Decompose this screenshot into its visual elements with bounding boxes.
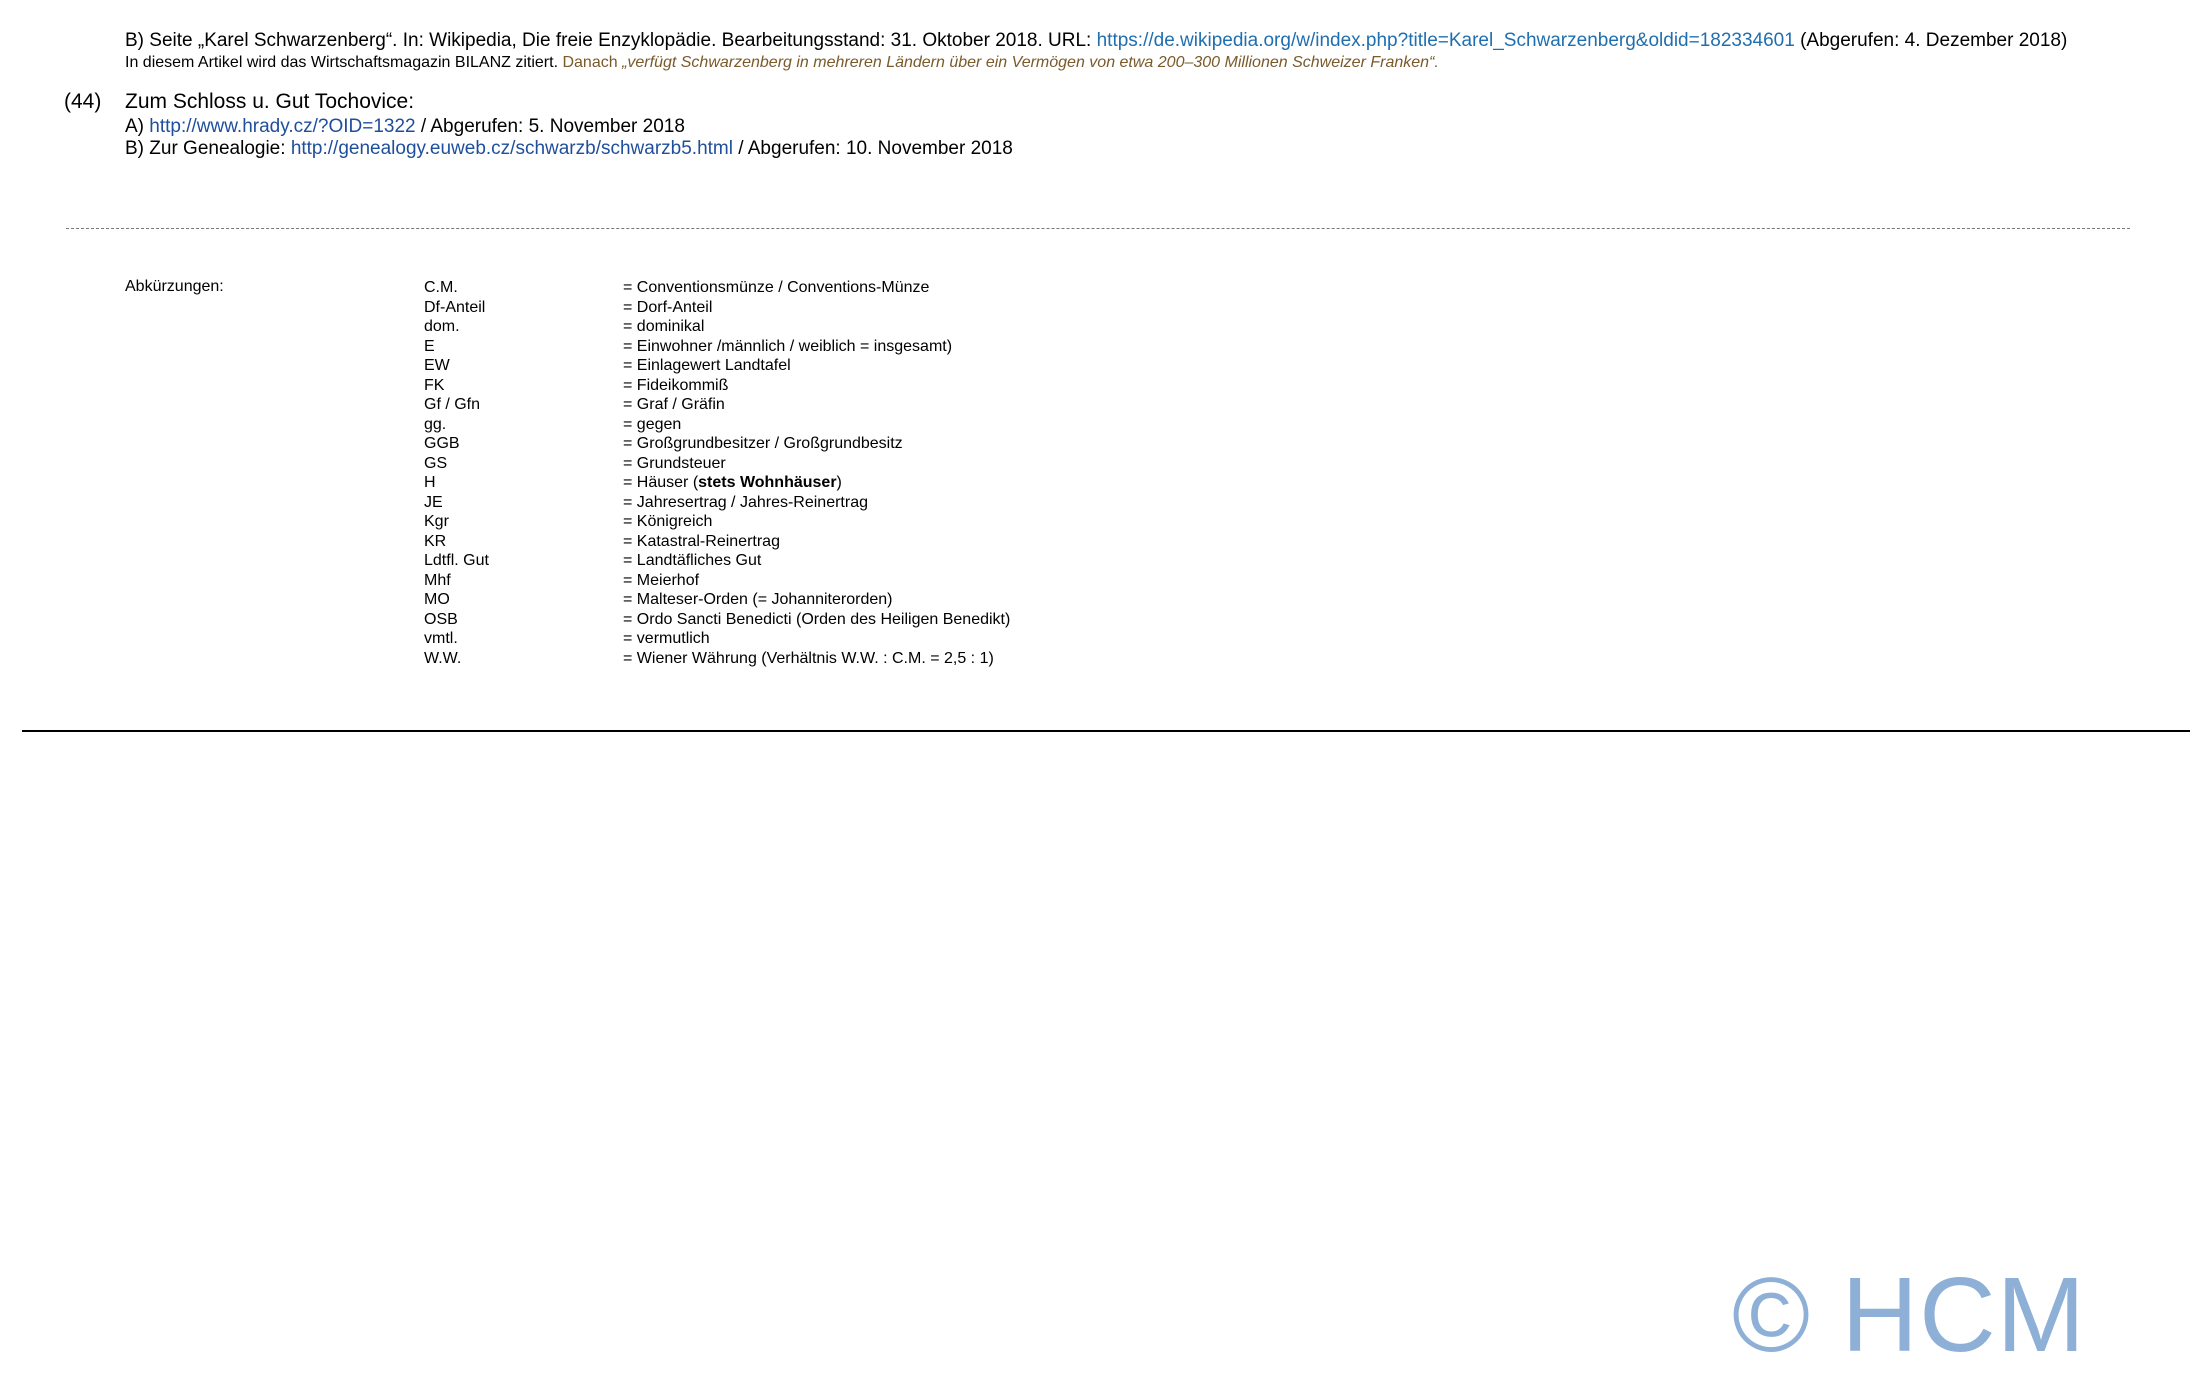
abbreviation: GS <box>424 454 448 472</box>
list-item <box>424 590 1010 610</box>
definition: = Grundsteuer <box>623 454 726 472</box>
definition-text: ) <box>836 474 842 491</box>
definition: = Graf / Gräfin <box>623 396 725 413</box>
definition-emphasis: stets Wohnhäuser <box>698 474 837 491</box>
definition: = Landtäfliches Gut <box>623 552 762 569</box>
definition: = Meierhof <box>623 571 700 589</box>
definition: = dominikal <box>623 318 705 335</box>
reference-44-b <box>125 138 1013 160</box>
definition: = Katastral-Reinertrag <box>623 532 780 550</box>
note-text: In diesem Artikel wird das Wirtschaftsmagazin BILANZ zitiert. <box>125 54 563 71</box>
reference-44-a <box>125 116 685 138</box>
reference-text: B) Zur Genealogie: <box>125 138 291 159</box>
dashed-divider <box>66 228 2130 229</box>
definition <box>623 473 842 493</box>
reference-title: Zum Schloss u. Gut Tochovice: <box>125 90 415 113</box>
definition: = Großgrundbesitzer / Großgrundbesitz <box>623 435 903 452</box>
definition: = gegen <box>623 415 682 433</box>
definition: = Einlagewert Landtafel <box>623 357 791 374</box>
abbreviation: Gf / Gfn <box>424 396 481 413</box>
abbreviation: Mhf <box>424 571 451 589</box>
list-item <box>424 278 1010 298</box>
reference-bilanz-note <box>125 54 1439 72</box>
note-quote: „verfügt Schwarzenberg in mehreren Ländern über ein Vermögen von etwa 200–300 Millionen Schweizer Franken“. <box>622 54 1439 71</box>
abbreviation: MO <box>424 591 450 608</box>
abbreviation: vmtl. <box>424 630 458 647</box>
abbreviation: E <box>424 337 435 355</box>
abbreviation: H <box>424 474 436 491</box>
list-item <box>424 415 1010 435</box>
list-item <box>424 512 1010 532</box>
list-item <box>424 454 1010 474</box>
definition: = Conventionsmünze / Conventions-Münze <box>623 279 930 296</box>
genealogy-link[interactable]: http://genealogy.euweb.cz/schwarzb/schwarzb5.html <box>290 138 733 159</box>
abbreviation: GGB <box>424 435 460 452</box>
abbreviation: Ldtfl. Gut <box>424 552 489 569</box>
reference-text: (Abgerufen: 4. Dezember 2018) <box>1794 30 2068 51</box>
abbreviation: W.W. <box>424 649 462 667</box>
abbreviation: JE <box>424 493 443 511</box>
note-danach: Danach <box>562 54 623 71</box>
list-item <box>424 376 1010 396</box>
list-item <box>424 610 1010 630</box>
bottom-divider <box>22 730 2190 732</box>
abbreviation: dom. <box>424 318 460 335</box>
list-item <box>424 571 1010 591</box>
abbreviations-list <box>424 278 1010 668</box>
abbreviations-heading: Abkürzungen: <box>125 278 224 295</box>
definition: = Fideikommiß <box>623 376 729 394</box>
copyright-watermark: © HCM <box>1732 1256 2086 1374</box>
list-item <box>424 532 1010 552</box>
definition: = Malteser-Orden (= Johanniterorden) <box>623 591 893 608</box>
list-item <box>424 649 1010 669</box>
hrady-link[interactable]: http://www.hrady.cz/?OID=1322 <box>149 116 416 137</box>
reference-text: B) Seite „Karel Schwarzenberg“. In: Wikipedia, Die freie Enzyklopädie. Bearbeitungsstand: 31. Oktober 2018. URL: <box>125 30 1097 51</box>
abbreviation: FK <box>424 376 445 394</box>
definition: = Ordo Sancti Benedicti (Orden des Heiligen Benedikt) <box>623 610 1011 628</box>
list-item <box>424 551 1010 571</box>
abbreviation: EW <box>424 357 450 374</box>
list-item <box>424 356 1010 376</box>
abbreviation: gg. <box>424 415 447 433</box>
definition: = Einwohner /männlich / weiblich = insgesamt) <box>623 337 953 355</box>
abbreviation: C.M. <box>424 279 458 296</box>
definition: = vermutlich <box>623 630 710 647</box>
reference-text: / Abgerufen: 5. November 2018 <box>415 116 685 137</box>
list-item <box>424 434 1010 454</box>
definition-text: = Häuser ( <box>623 474 699 491</box>
reference-b-wikipedia <box>125 30 2067 52</box>
reference-number: (44) <box>64 90 102 113</box>
list-item <box>424 395 1010 415</box>
definition: = Dorf-Anteil <box>623 298 713 316</box>
list-item <box>424 629 1010 649</box>
definition: = Jahresertrag / Jahres-Reinertrag <box>623 493 868 511</box>
abbreviation: Df-Anteil <box>424 298 486 316</box>
abbreviation: Kgr <box>424 513 449 530</box>
reference-text: A) <box>125 116 150 137</box>
abbreviation: KR <box>424 532 447 550</box>
definition: = Wiener Währung (Verhältnis W.W. : C.M. = 2,5 : 1) <box>623 649 994 667</box>
wikipedia-link[interactable]: https://de.wikipedia.org/w/index.php?title=Karel_Schwarzenberg&oldid=182334601 <box>1096 30 1795 51</box>
list-item <box>424 473 1010 493</box>
abbreviation: OSB <box>424 610 458 628</box>
list-item <box>424 317 1010 337</box>
reference-text: / Abgerufen: 10. November 2018 <box>732 138 1013 159</box>
list-item <box>424 298 1010 318</box>
list-item <box>424 337 1010 357</box>
list-item <box>424 493 1010 513</box>
definition: = Königreich <box>623 513 713 530</box>
